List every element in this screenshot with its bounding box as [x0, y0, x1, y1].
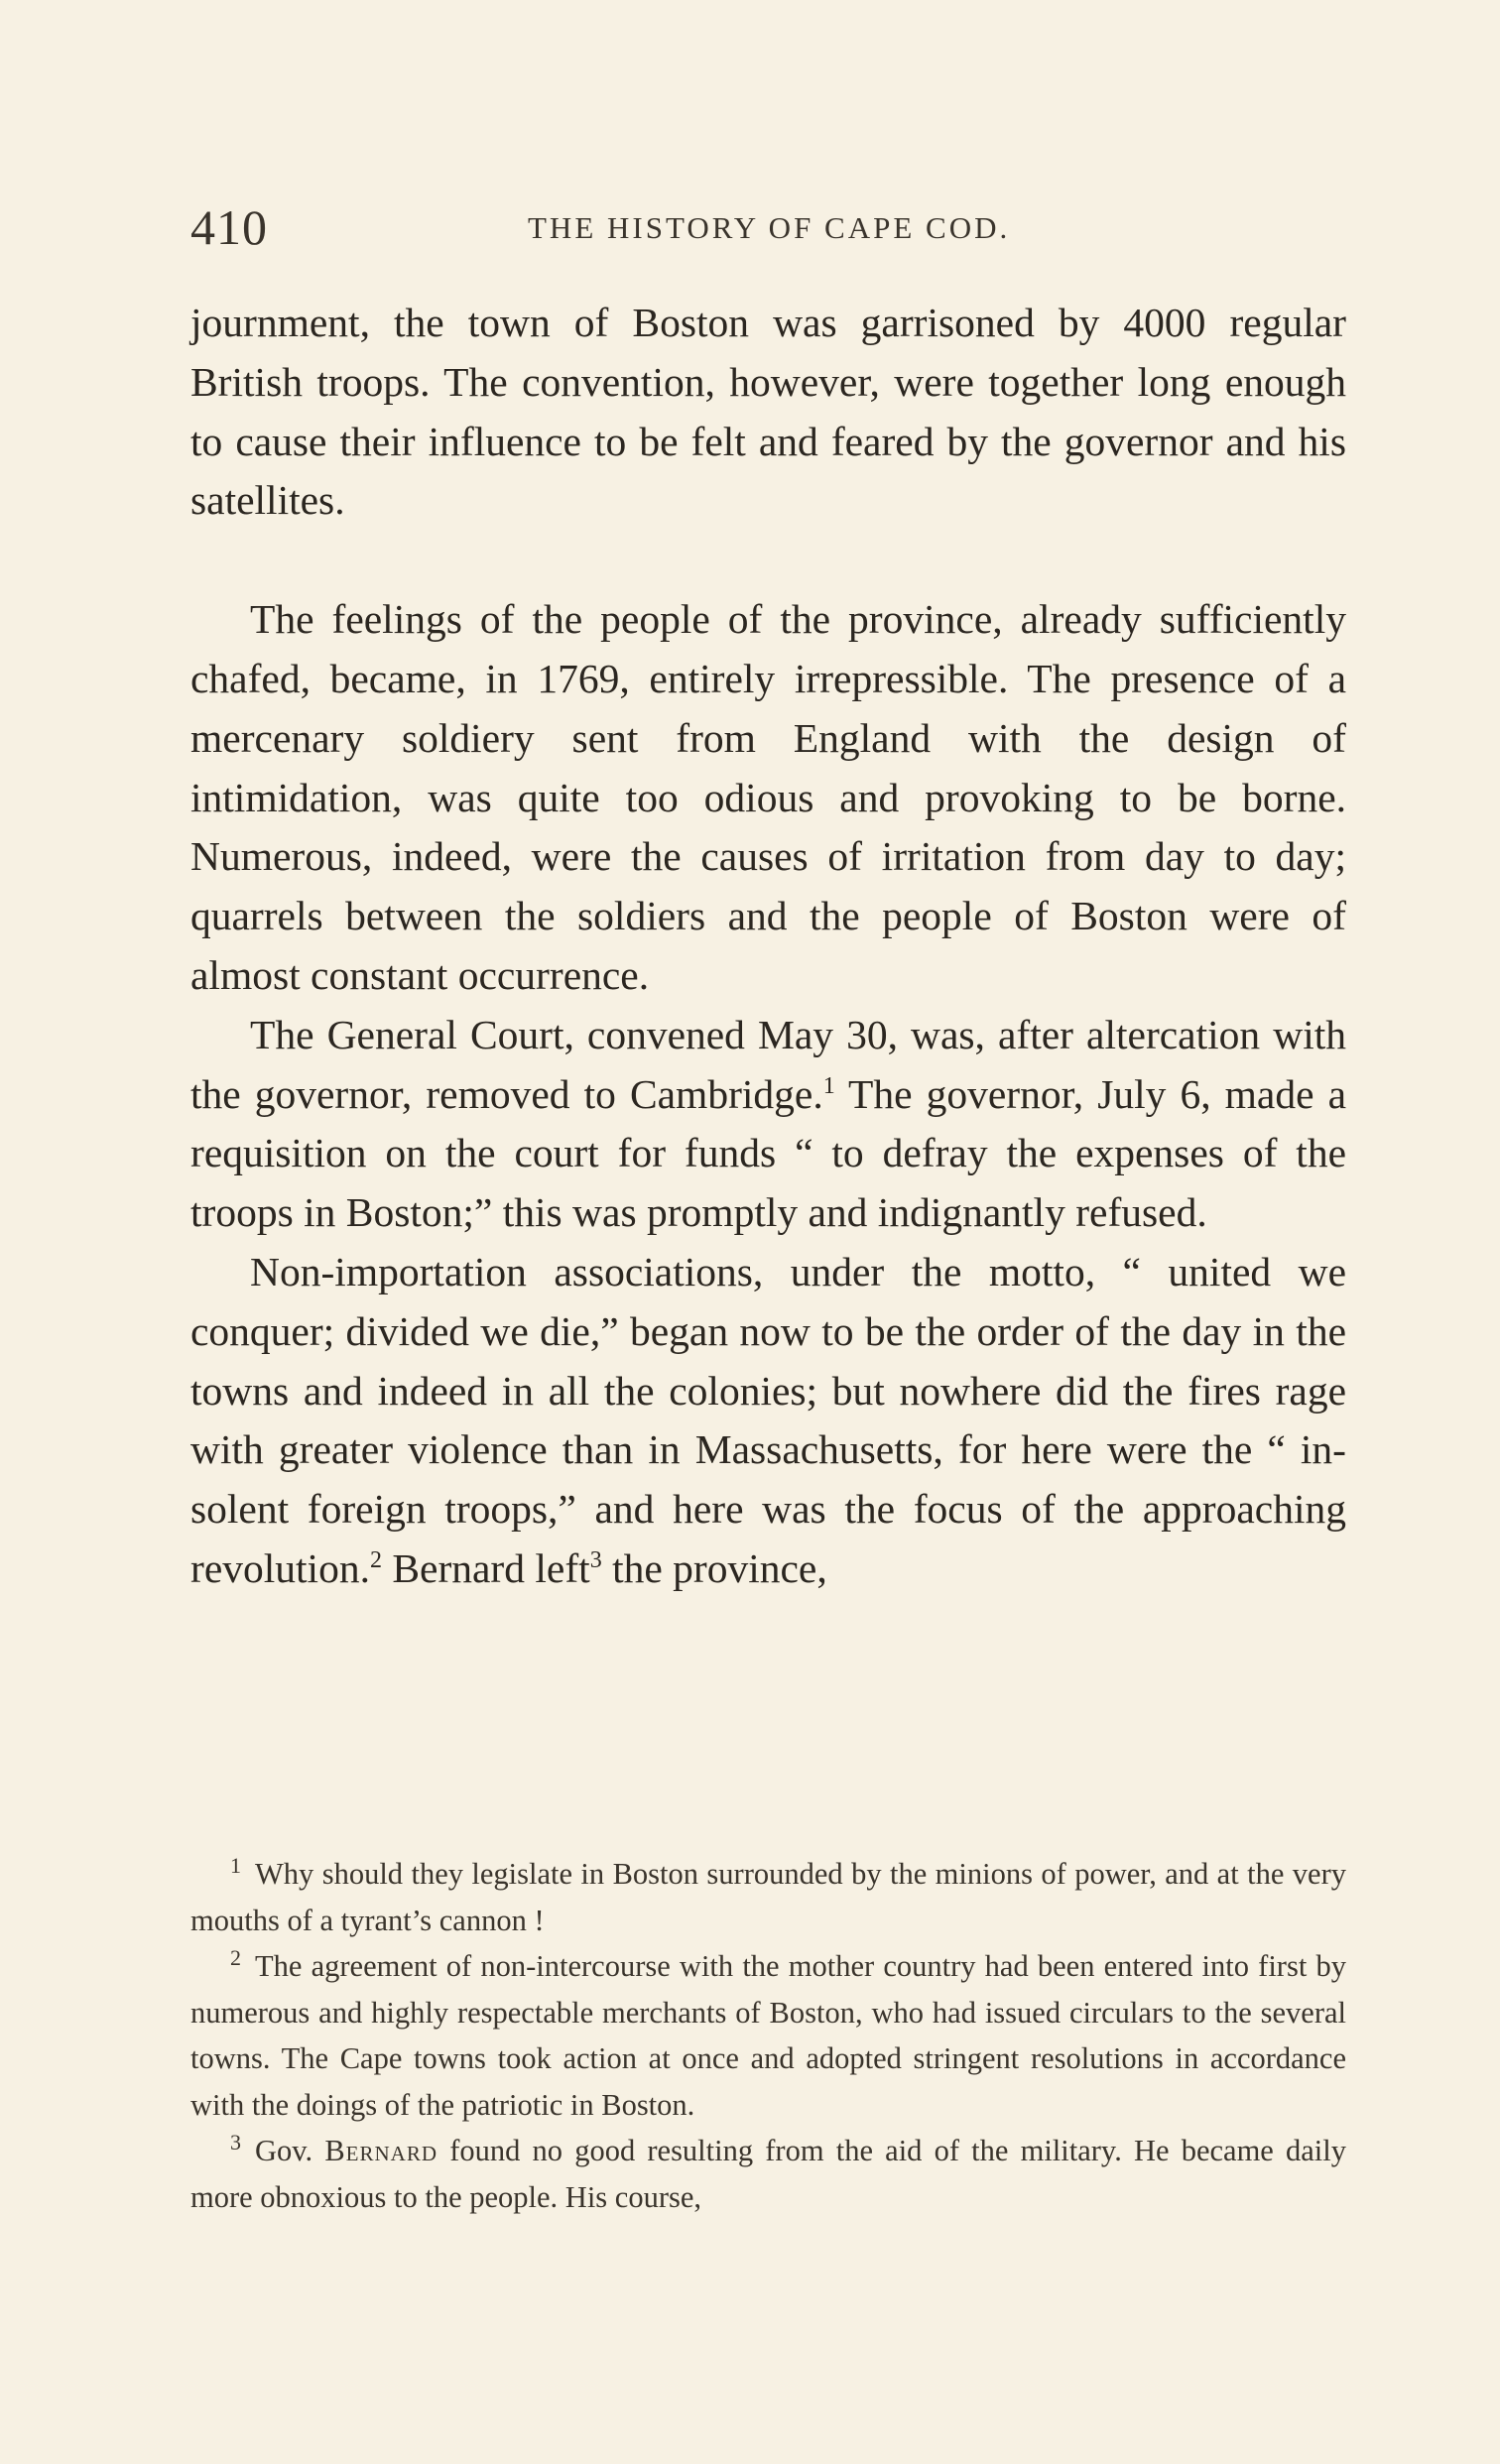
- page-number: 410: [190, 199, 268, 255]
- body-text: [190, 294, 1346, 1599]
- footnote-text: The agreement of non-intercourse with the mother country had been entered into first by numerous and highly respectable merchants of Boston, who had issued circulars to the several towns. The Cape towns took action at once and adopted stringent resolutions in accordance with the doings of the patriotic in Boston.: [190, 1949, 1346, 2122]
- footnote-reference[interactable]: 3: [589, 1547, 602, 1574]
- paragraph: [190, 590, 1346, 1006]
- paragraph: [190, 1006, 1346, 1243]
- paragraph-text: Non-importation associations, under the motto, “ united we conquer; divided we die,” began now to be the order of the day in the towns and indeed in all the colonies; but nowhere did the fires rage with greater violence than in Massachusetts, for here were the “ insolent foreign troops,” and here was the focus of the approaching revolution.: [190, 1248, 1346, 1591]
- page-header: [190, 198, 1351, 258]
- footnote-mark: 1: [230, 1852, 241, 1878]
- footnote: [190, 1943, 1346, 2128]
- paragraph-text: the province,: [601, 1544, 827, 1591]
- running-head: THE HISTORY OF CAPE COD.: [528, 210, 1011, 245]
- footnote-reference[interactable]: 2: [369, 1547, 382, 1574]
- paragraph-text: Bernard left: [381, 1544, 590, 1591]
- paragraph-text: The governor, July 6, made a requisition on the court for funds “ to defray the expenses of the troops in Boston;” this was promptly and indignantly refused.: [190, 1070, 1347, 1236]
- paragraph-text: journment, the town of Boston was garrisoned by 4000 regular British troops. The convention, however, were together long enough to cause their influence to be felt and feared by the governor and his satellites.: [190, 300, 1346, 524]
- footnote-mark: 2: [230, 1944, 241, 1970]
- footnote-text: Why should they legislate in Boston surrounded by the minions of power, and at the very mouths of a tyrant’s cannon !: [190, 1857, 1346, 1937]
- footnote-reference[interactable]: 1: [822, 1072, 835, 1099]
- footnote-name: Bernard: [324, 2134, 438, 2167]
- paragraph: [190, 294, 1346, 531]
- paragraph-text: The General Court, convened May 30, was, after altercation with the governor, removed to Cambridge.: [190, 1011, 1346, 1117]
- footnote-text: found no good resulting from the aid of the military. He became daily more obnoxious to the people. His course,: [190, 2134, 1347, 2214]
- paragraph: [190, 1243, 1346, 1599]
- footnote-text: Gov.: [255, 2134, 325, 2167]
- footnote-mark: 3: [230, 2129, 241, 2155]
- paragraph-text: The feelings of the people of the province, already sufficiently chafed, became, in 1769, entirely irrepressible. The presence of a mercenary soldiery sent from England with the design of intimidation, was quite too odious and provoking to be borne. Numerous, indeed, were the causes of irritation from day to day; quarrels between the soldiers and the people of Boston were of almost constant occurrence.: [190, 596, 1346, 998]
- footnote: [190, 1851, 1346, 1943]
- footnote: [190, 2128, 1346, 2220]
- footnotes: [190, 1851, 1346, 2220]
